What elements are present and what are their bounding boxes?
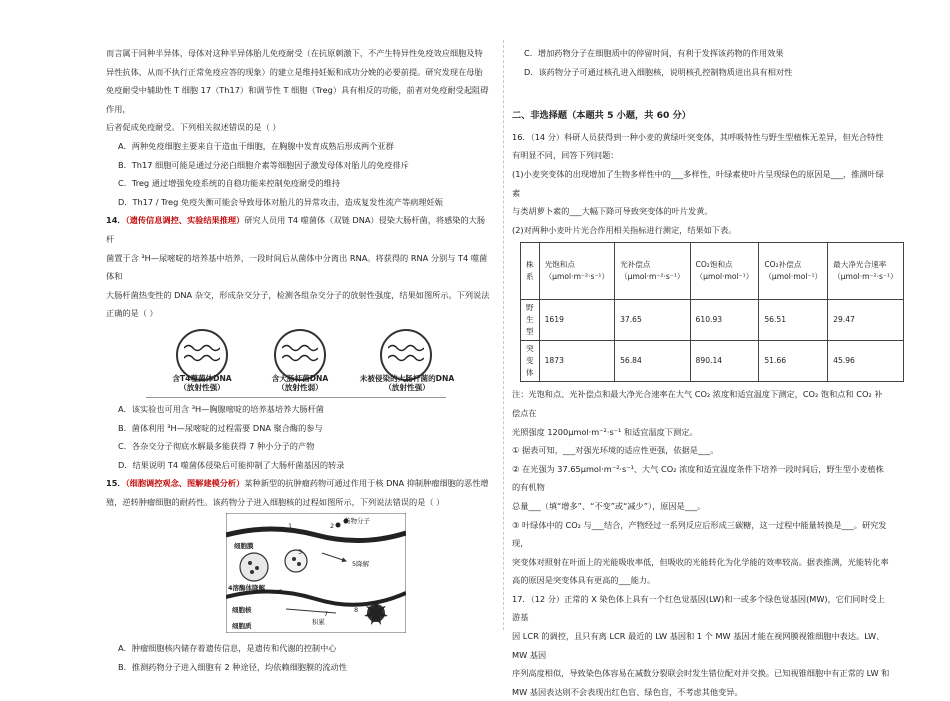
label-step-2: 2	[330, 522, 335, 531]
table-header-row	[521, 243, 904, 300]
table-cell: 45.96	[828, 341, 903, 382]
caption-note: （放射性强）	[384, 382, 430, 392]
q14-figure	[146, 327, 455, 398]
q16-line: 与类胡萝卜素的___大幅下降可导致突变体的叶片发黄。	[512, 206, 713, 217]
q16-sub-question: 高的原因是突变体具有更高的___能力。	[512, 575, 656, 586]
q15-option-b: B．推测药物分子进入细胞有 2 种途径，均依赖细胞膜的流动性	[118, 662, 347, 673]
table-cell: 29.47	[828, 300, 903, 341]
table-header-cell: 株系	[521, 243, 540, 300]
q16-note-line: 注：光饱和点、光补偿点和最大净光合速率在大气 CO₂ 浓度和适宜温度下测定，CO₂ 饱和点和 CO₂ 补偿点在	[512, 389, 883, 418]
q15-stem-text: 某种新型的抗肿瘤药物可通过作用于核 DNA 抑制肿瘤细胞的恶性增	[244, 478, 489, 489]
table-cell: 610.93	[690, 300, 759, 341]
q15-option-d: D．该药物分子可通过核孔进入细胞核，说明核孔控制物质进出具有相对性	[524, 66, 793, 77]
caption-note: （放射性强）	[179, 382, 225, 392]
q13-option-d: D．Th17 / Treg 免疫失衡可能会导致母体对胎儿的异常攻击，造成复发性流产等病理妊娠	[118, 196, 443, 207]
section-title: 二、非选择题（本题共 5 小题，共 60 分）	[512, 110, 691, 122]
caption-title: 未被侵染的大肠杆菌的DNA	[359, 373, 455, 383]
q14-stem-line	[106, 211, 491, 248]
intro-line: 而言属于同种半异体，母体对这种半异体胎儿免疫耐受（在抗原刺激下，不产生特异性免疫效应细胞及特	[106, 48, 483, 58]
figure-caption-t4	[156, 374, 248, 392]
q16-sub-question: ① 据表可知，___对强光环境的适应性更强，依据是___。	[512, 445, 719, 456]
table-cell: 56.84	[615, 341, 690, 382]
table-header-cell: CO₂饱和点（μmol·mol⁻¹）	[690, 243, 759, 300]
q13-option-a: A．两种免疫细胞主要来自于造血干细胞，在胸腺中发育成熟后形成两个亚群	[118, 140, 394, 151]
figure-caption-ecoli	[256, 374, 344, 392]
q14-number: 14．	[106, 215, 126, 226]
table-header-cell: CO₂补偿点（μmol·mol⁻¹）	[759, 243, 828, 300]
table-cell: 51.66	[759, 341, 828, 382]
q16-note-line: 光照强度 1200μmol·m⁻²·s⁻¹ 和适宜温度下测定。	[512, 426, 698, 437]
label-accumulate: 积累	[312, 618, 325, 627]
caption-title: 含T4噬菌体DNA	[172, 373, 232, 383]
q16-sub-question: 总量___（填“增多”、“不变”或“减少”），原因是___。	[512, 500, 706, 511]
label-nucleus: 细胞核	[232, 606, 252, 615]
q14-stem-line: 正确的是（ ）	[106, 308, 158, 319]
label-drug: 药物分子	[344, 517, 370, 526]
q15-number: 15．	[106, 478, 126, 489]
table-cell: 1619	[539, 300, 614, 341]
q13-option-b: B．Th17 细胞可能是通过分泌白细胞介素等细胞因子激发母体对胎儿的免疫排斥	[118, 159, 409, 170]
table-cell: 890.14	[690, 341, 759, 382]
q17-line: 17．（12 分）正常的 X 染色体上具有一个红色觉基因(LW)和一或多个绿色觉基因(MW)，它们同时受上游基	[512, 593, 885, 623]
q16-sub-question: ③ 叶绿体中的 CO₂ 与___结合，产物经过一系列反应后形成三碳糖，这一过程中能量转换是___。研究发现，	[512, 519, 887, 549]
label-degrade: 5降解	[352, 560, 370, 569]
q16-line: (1)小麦突变体的出现增加了生物多样性中的___多样性，叶绿素使叶片呈现绿色的原因是___，推测叶绿素	[512, 168, 884, 198]
q16-line: (2)对两种小麦叶片光合作用相关指标进行测定，结果如下表。	[512, 224, 737, 235]
q15-figure	[226, 513, 406, 633]
label-step-8: 8	[354, 606, 359, 615]
q14-stem-line: 菌置于含 ³H—尿嘧啶的培养基中培养，一段时间后从菌体中分离出 RNA。将获得的 RNA 分别与 T4 噬菌体和	[106, 252, 488, 282]
caption-title: 含大肠杆菌DNA	[271, 373, 329, 383]
q17-line: 因 LCR 的调控，且只有离 LCR 最近的 LW 基因和 1 个 MW 基因才能在视网膜视锥细胞中表达。LW、MW 基因	[512, 631, 885, 660]
q15-stem-line: 殖，逆转肿瘤细胞的耐药性。该药物分子进入细胞核的过程如图所示，下列说法错误的是（ ）	[106, 496, 445, 507]
column-divider	[503, 40, 504, 630]
table-row	[521, 341, 904, 382]
q14-tag: （遗传信息调控、实验结果推理）	[125, 215, 245, 226]
intro-line: 异性抗体，从而不执行正常免疫应答的现象）的建立是维持妊娠和成功分娩的必要前提。研究发现在母胎	[106, 66, 483, 77]
q14-option-b: B．菌体利用 ³H—尿嘧啶的过程需要 DNA 聚合酶的参与	[118, 422, 323, 433]
table-cell: 56.51	[759, 300, 828, 341]
q14-stem-line: 大肠杆菌热变性的 DNA 杂交，形成杂交分子，检测各组杂交分子的放射性强度，结果如图所示。下列说法	[106, 289, 490, 300]
q17-line: 序列高度相似，导致染色体容易在减数分裂联会时发生错位配对并交换。已知视锥细胞中有正常的 LW 和	[512, 668, 890, 679]
label-step-6: 6	[278, 588, 283, 597]
intro-line: 后者促成免疫耐受。下列相关叙述错误的是（ ）	[106, 122, 281, 133]
table-cell: 37.65	[615, 300, 690, 341]
table-header-cell: 光饱和点（μmol·m⁻²·s⁻¹）	[539, 243, 614, 300]
label-membrane: 细胞膜	[234, 542, 254, 551]
q16-sub-question: ② 在光强为 37.65μmol·m⁻²·s⁻¹、大气 CO₂ 浓度和适宜温度条件下培养一段时间后，野生型小麦植株的有机物	[512, 463, 884, 493]
q15-option-c: C．增加药物分子在细胞质中的停留时间，有利于发挥该药物的作用效果	[524, 48, 784, 58]
table-cell: 突变体	[521, 341, 540, 382]
q13-option-c: C．Treg 通过增强免疫系统的自稳功能来控制免疫耐受的维持	[118, 178, 341, 189]
intro-line: 免疫耐受中辅助性 T 细胞 17（Th17）和调节性 T 细胞（Treg）具有相反的功能，前者对免疫耐受起阻碍作用，	[106, 85, 489, 114]
label-step-3: 3	[298, 548, 303, 557]
q16-line: 有明显不同，回答下列问题：	[512, 150, 619, 161]
label-cytoplasm: 细胞质	[232, 622, 252, 631]
label-step-7: 7	[324, 610, 329, 619]
q15-stem-line	[106, 474, 491, 493]
table-cell: 1873	[539, 341, 614, 382]
left-column	[106, 44, 491, 677]
q14-option-c: C．各杂交分子彻底水解最多能获得 7 种小分子的产物	[118, 441, 315, 452]
table-cell: 野生型	[521, 300, 540, 341]
caption-note: （放射性弱）	[277, 382, 323, 392]
q15-option-a: A．肿瘤细胞核内储存着遗传信息，是遗传和代谢的控制中心	[118, 643, 337, 654]
label-lysosome: 4溶酶体降解	[228, 584, 266, 593]
q15-tag: （细胞调控观念、图解建模分析）	[125, 478, 245, 489]
q16-sub-question: 突变体对照射在叶面上的光能吸收率低，但吸收的光能转化为化学能的效率较高。据表推测，光能转化率	[512, 556, 889, 567]
q14-option-a: A．该实验也可用含 ³H—胸腺嘧啶的培养基培养大肠杆菌	[118, 403, 324, 414]
right-column	[512, 44, 898, 701]
figure-caption-uninfected	[342, 374, 472, 392]
q17-line: MW 基因表达则不会表现出红色盲、绿色盲，不考虑其他变异。	[512, 686, 743, 697]
q16-line: 16．（14 分）科研人员获得到一种小麦的黄绿叶突变体，其呼吸特性与野生型植株无差异，但光合特性	[512, 131, 884, 142]
q14-option-d: D．结果说明 T4 噬菌体侵染后可能抑制了大肠杆菌基因的转录	[118, 459, 345, 470]
table-row	[521, 300, 904, 341]
table-header-cell: 最大净光合速率（μmol·m⁻²·s⁻¹）	[828, 243, 903, 300]
table-header-cell: 光补偿点（μmol·m⁻²·s⁻¹）	[615, 243, 690, 300]
photosynthesis-table	[520, 242, 904, 382]
label-step-1: 1	[288, 522, 293, 531]
q14-stem-text: 研究人员用 T4 噬菌体（双链 DNA）侵染大肠杆菌，将感染的大肠杆	[106, 215, 486, 244]
